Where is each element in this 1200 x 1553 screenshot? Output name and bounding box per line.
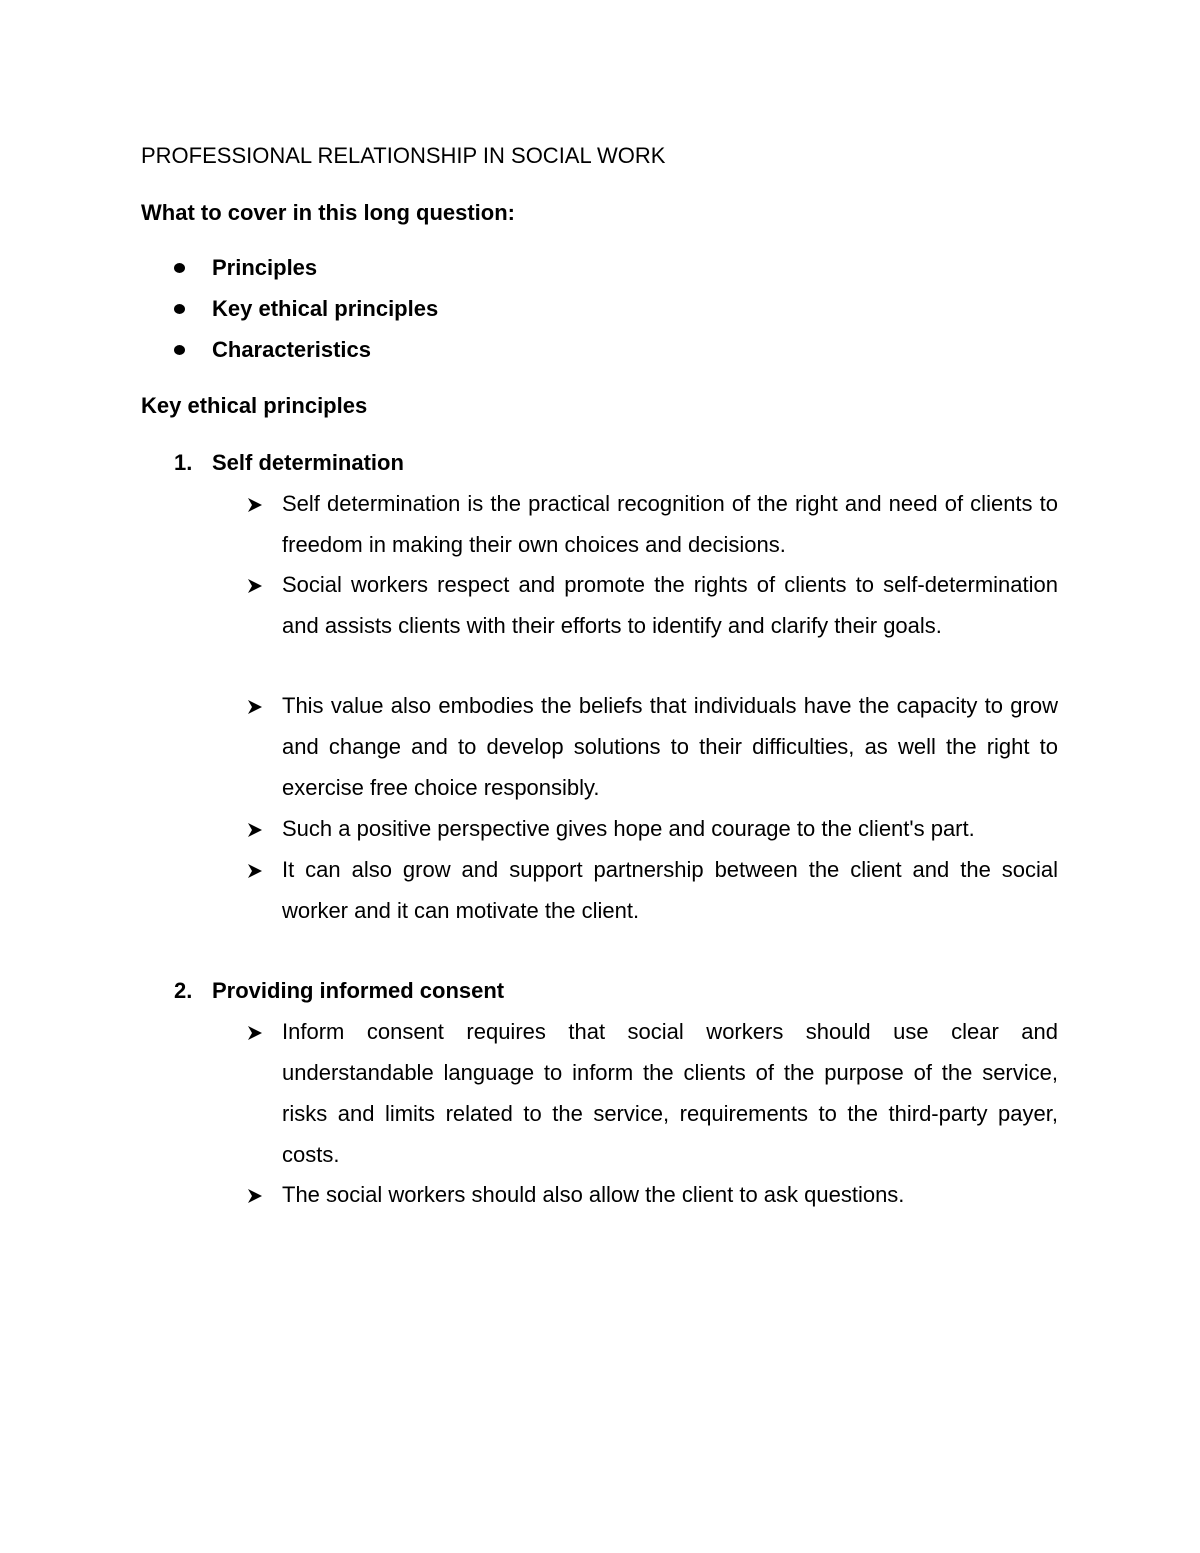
filled-circle-bullet-icon	[174, 345, 185, 355]
cover-list-item	[172, 254, 772, 282]
list-item	[246, 1018, 1058, 1176]
list-item	[246, 692, 1058, 809]
arrowhead-bullet-icon	[246, 1187, 264, 1205]
cover-list-item	[172, 295, 772, 323]
section-title-row	[174, 977, 874, 1005]
cover-item-label: Principles	[212, 255, 318, 280]
arrowhead-bullet-icon	[246, 821, 264, 839]
point-text: The social workers should also allow the client to ask questions.	[282, 1182, 905, 1207]
cover-heading: What to cover in this long question:	[141, 200, 515, 225]
point-text: It can also grow and support partnership between the client and the social worker and it can motivate the client.	[282, 857, 1058, 923]
point-text: Such a positive perspective gives hope and courage to the client's part.	[282, 816, 975, 841]
arrowhead-bullet-icon	[246, 698, 264, 716]
cover-list-item	[172, 336, 772, 364]
arrowhead-bullet-icon	[246, 577, 264, 595]
list-item	[246, 815, 1058, 850]
point-text: This value also embodies the beliefs that individuals have the capacity to grow and change and to develop solutions to their difficulties, as well the right to exercise free choice responsibly.	[282, 693, 1058, 800]
list-item	[246, 1181, 1058, 1216]
section-number: 1.	[174, 450, 193, 475]
section-title: Self determination	[212, 450, 404, 475]
section-heading: Key ethical principles	[141, 393, 368, 418]
list-item	[246, 571, 1058, 647]
cover-item-label: Key ethical principles	[212, 296, 439, 321]
section-title: Providing informed consent	[212, 978, 505, 1003]
filled-circle-bullet-icon	[174, 263, 185, 273]
arrowhead-bullet-icon	[246, 862, 264, 880]
cover-item-label: Characteristics	[212, 337, 371, 362]
section-title-row	[174, 449, 874, 477]
list-item	[246, 490, 1058, 566]
point-text: Social workers respect and promote the rights of clients to self-determination and assists clients with their efforts to identify and clarify their goals.	[282, 572, 1058, 638]
filled-circle-bullet-icon	[174, 304, 185, 314]
document-title: PROFESSIONAL RELATIONSHIP IN SOCIAL WORK	[141, 143, 666, 168]
list-item	[246, 856, 1058, 932]
point-text: Inform consent requires that social workers should use clear and understandable language to inform the clients of the purpose of the service, risks and limits related to the service, requirements to the third-party payer, costs.	[282, 1019, 1058, 1167]
arrowhead-bullet-icon	[246, 1024, 264, 1042]
point-text: Self determination is the practical recognition of the right and need of clients to freedom in making their own choices and decisions.	[282, 491, 1058, 557]
section-number: 2.	[174, 978, 193, 1003]
arrowhead-bullet-icon	[246, 496, 264, 514]
